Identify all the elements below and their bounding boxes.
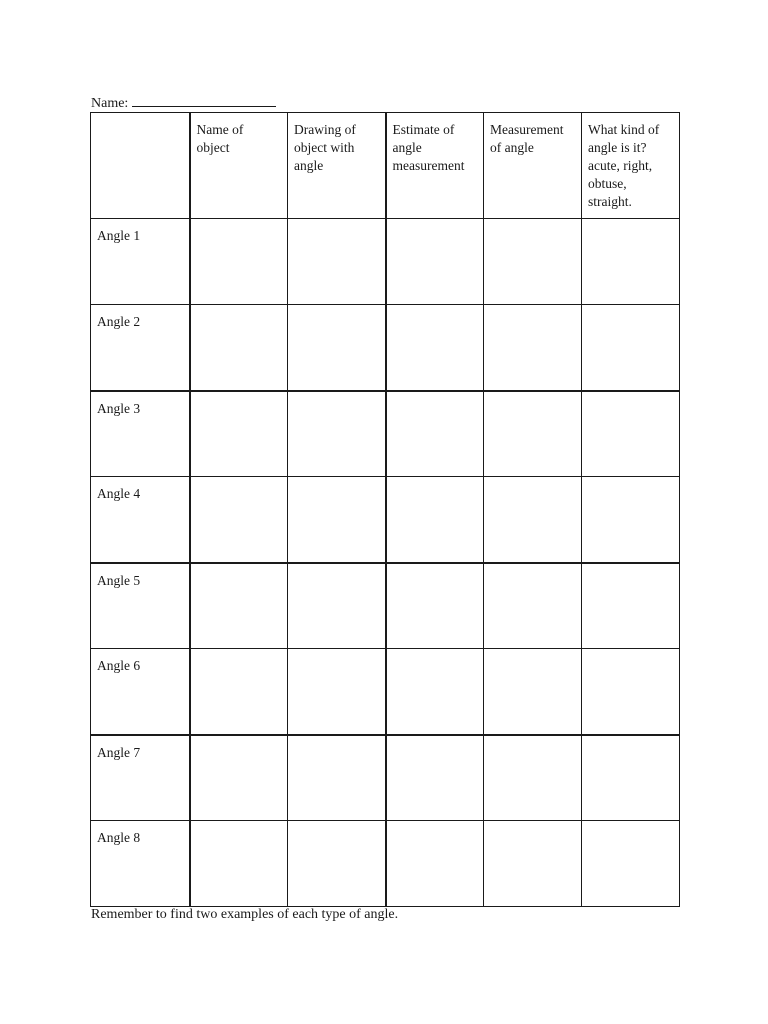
cell-kind[interactable] [582, 563, 680, 649]
cell-drawing[interactable] [288, 563, 386, 649]
cell-measurement[interactable] [484, 821, 582, 907]
cell-drawing[interactable] [288, 219, 386, 305]
header-measurement-of-angle: Measurement of angle [484, 113, 582, 219]
cell-estimate[interactable] [386, 477, 484, 563]
table-row [91, 735, 680, 821]
cell-name-of-object[interactable] [190, 563, 288, 649]
row-label: Angle 6 [91, 649, 190, 735]
table-row [91, 305, 680, 391]
cell-kind[interactable] [582, 735, 680, 821]
cell-kind[interactable] [582, 649, 680, 735]
cell-measurement[interactable] [484, 649, 582, 735]
cell-name-of-object[interactable] [190, 735, 288, 821]
cell-estimate[interactable] [386, 821, 484, 907]
table-row [91, 477, 680, 563]
row-label: Angle 7 [91, 735, 190, 821]
row-label: Angle 2 [91, 305, 190, 391]
cell-estimate[interactable] [386, 391, 484, 477]
cell-drawing[interactable] [288, 305, 386, 391]
header-corner-cell [91, 113, 190, 219]
cell-estimate[interactable] [386, 305, 484, 391]
header-row [91, 113, 680, 219]
cell-estimate[interactable] [386, 563, 484, 649]
footer-note: Remember to find two examples of each type of angle. [91, 907, 399, 922]
header-kind-of-angle: What kind of angle is it? acute, right, obtuse, straight. [582, 113, 680, 219]
cell-measurement[interactable] [484, 563, 582, 649]
cell-estimate[interactable] [386, 649, 484, 735]
cell-name-of-object[interactable] [190, 305, 288, 391]
cell-name-of-object[interactable] [190, 821, 288, 907]
angle-worksheet-table [90, 112, 680, 907]
cell-drawing[interactable] [288, 391, 386, 477]
row-label: Angle 3 [91, 391, 190, 477]
cell-kind[interactable] [582, 305, 680, 391]
cell-drawing[interactable] [288, 735, 386, 821]
cell-measurement[interactable] [484, 477, 582, 563]
cell-estimate[interactable] [386, 219, 484, 305]
row-label: Angle 5 [91, 563, 190, 649]
cell-measurement[interactable] [484, 391, 582, 477]
cell-name-of-object[interactable] [190, 477, 288, 563]
name-blank-line[interactable] [132, 94, 276, 107]
cell-drawing[interactable] [288, 477, 386, 563]
cell-kind[interactable] [582, 821, 680, 907]
name-field-row [91, 94, 276, 112]
header-estimate-of-angle: Estimate of angle measurement [386, 113, 484, 219]
cell-kind[interactable] [582, 391, 680, 477]
cell-drawing[interactable] [288, 821, 386, 907]
name-label: Name: [91, 96, 129, 111]
table-row [91, 649, 680, 735]
cell-kind[interactable] [582, 477, 680, 563]
table-row [91, 563, 680, 649]
header-name-of-object: Name of object [190, 113, 288, 219]
cell-kind[interactable] [582, 219, 680, 305]
cell-measurement[interactable] [484, 735, 582, 821]
table-row [91, 219, 680, 305]
row-label: Angle 4 [91, 477, 190, 563]
table-row [91, 821, 680, 907]
cell-measurement[interactable] [484, 219, 582, 305]
row-label: Angle 1 [91, 219, 190, 305]
cell-name-of-object[interactable] [190, 391, 288, 477]
cell-name-of-object[interactable] [190, 649, 288, 735]
cell-drawing[interactable] [288, 649, 386, 735]
cell-name-of-object[interactable] [190, 219, 288, 305]
cell-measurement[interactable] [484, 305, 582, 391]
table-row [91, 391, 680, 477]
row-label: Angle 8 [91, 821, 190, 907]
header-drawing-of-object: Drawing of object with angle [288, 113, 386, 219]
cell-estimate[interactable] [386, 735, 484, 821]
